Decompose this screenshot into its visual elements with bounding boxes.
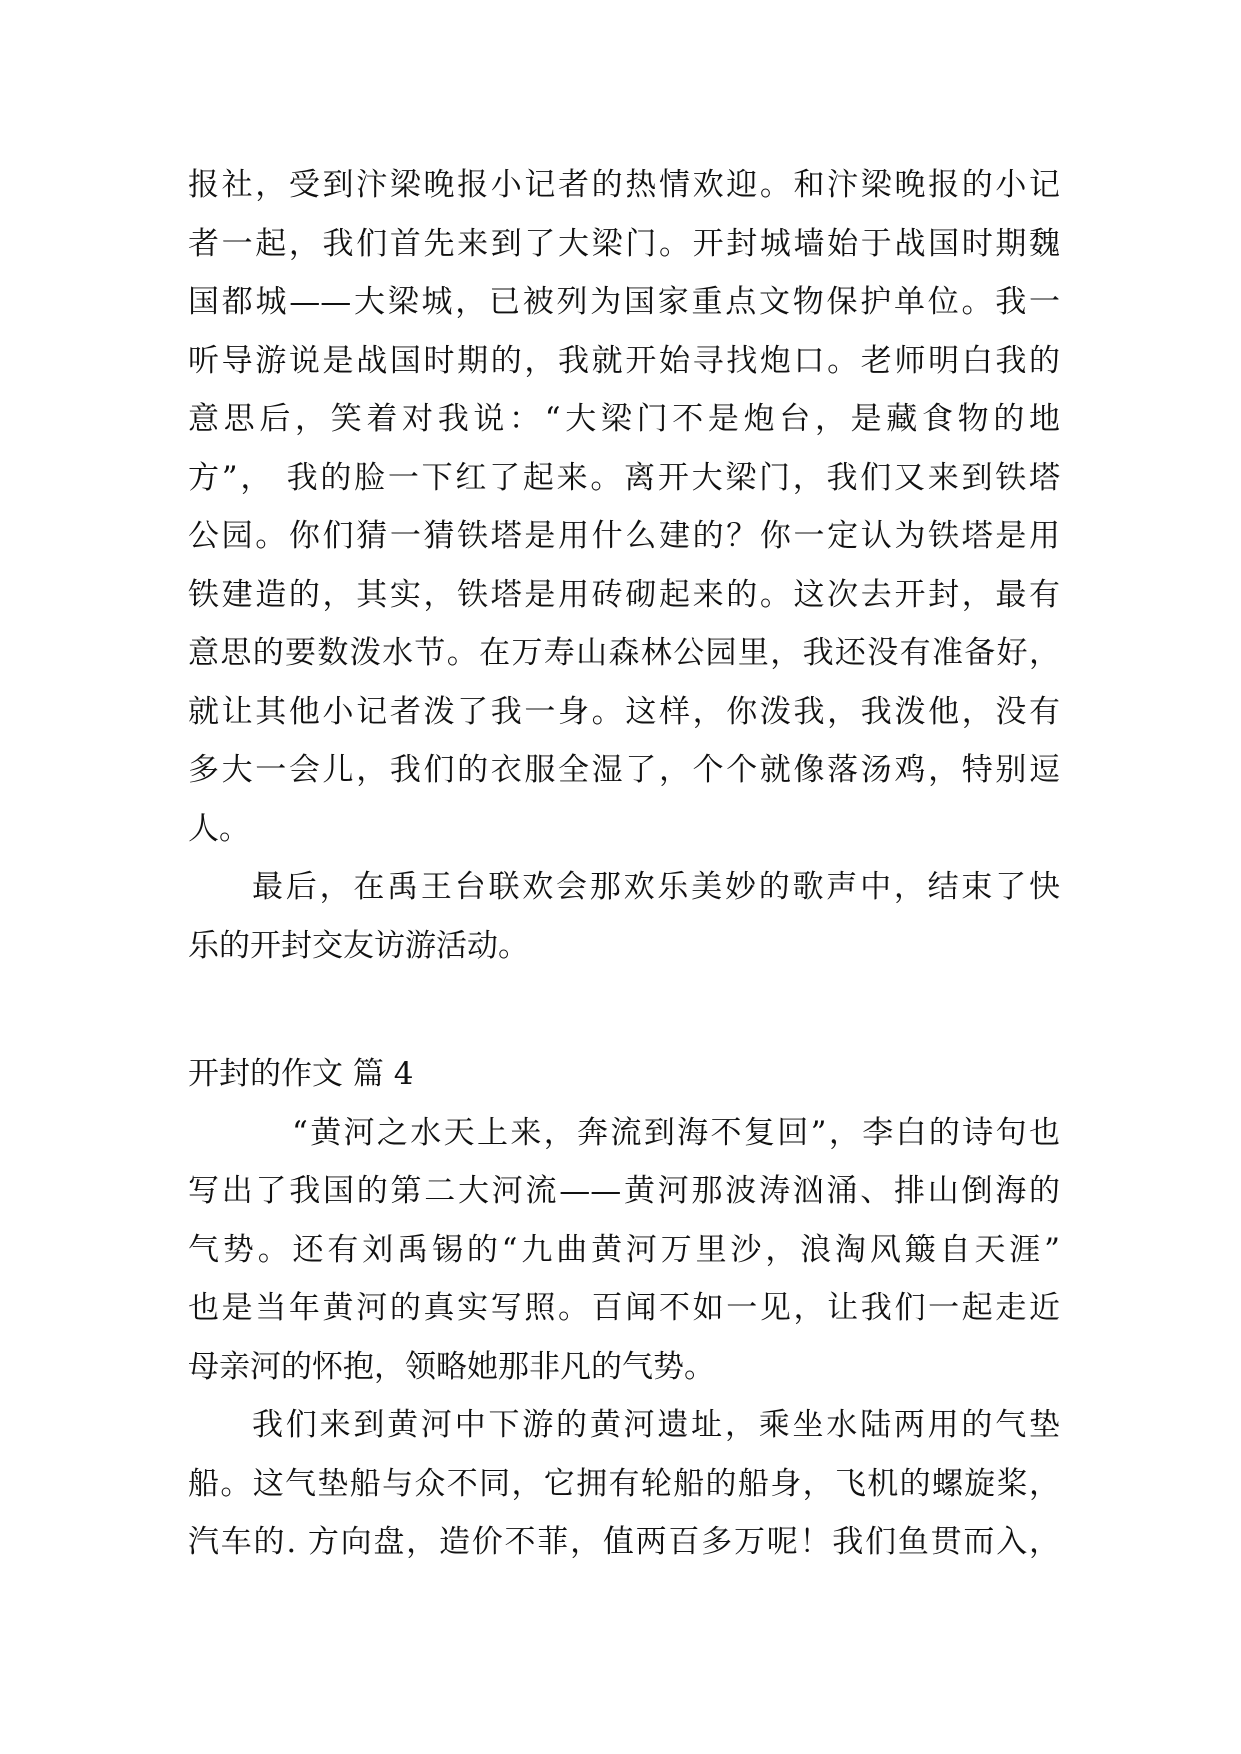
text-line: 最后，在禹王台联欢会那欢乐美妙的歌声中，结束了快: [252, 869, 1060, 905]
text-line: 听导游说是战国时期的，我就开始寻找炮口。老师明白我的: [188, 342, 1060, 379]
text-line: 汽车的. 方向盘，造价不菲，值两百多万呢！我们鱼贯而入，: [188, 1524, 1060, 1560]
text-line: 方”， 我的脸一下红了起来。离开大梁门，我们又来到铁塔: [188, 459, 1060, 496]
text-line: 就让其他小记者泼了我一身。这样，你泼我，我泼他，没有: [188, 693, 1060, 730]
text-line: 乐的开封交友访游活动。: [188, 927, 529, 964]
text-line: 船。这气垫船与众不同，它拥有轮船的船身，飞机的螺旋桨，: [188, 1465, 1060, 1502]
text-line: 多大一会儿，我们的衣服全湿了，个个就像落汤鸡，特别逗: [188, 752, 1060, 788]
section-gap: [188, 975, 1060, 1045]
paragraph-river: [188, 1104, 1060, 1397]
text-line: 意思的要数泼水节。在万寿山森林公园里，我还没有准备好，: [188, 635, 1060, 671]
text-line: 铁建造的，其实，铁塔是用砖砌起来的。这次去开封，最有: [188, 576, 1060, 613]
text-line: 气势。还有刘禹锡的“九曲黄河万里沙，浪淘风簸自天涯”: [188, 1231, 1060, 1268]
text-line: 公园。你们猜一猜铁塔是用什么建的？你一定认为铁塔是用: [188, 518, 1060, 554]
text-line: 我们来到黄河中下游的黄河遗址，乘坐水陆两用的气垫: [252, 1407, 1060, 1443]
text-line: 报社，受到汴梁晚报小记者的热情欢迎。和汴梁晚报的小记: [188, 167, 1060, 203]
paragraph-boat: [188, 1396, 1060, 1572]
document-body: [188, 156, 1060, 1572]
paragraph-continued: [188, 156, 1060, 858]
paragraph-closing: [188, 858, 1060, 975]
text-line: 母亲河的怀抱，领略她那非凡的气势。: [188, 1348, 715, 1385]
text-line: 国都城——大梁城，已被列为国家重点文物保护单位。我一: [188, 284, 1060, 320]
text-line: 人。: [188, 810, 250, 847]
text-line: 意思后，笑着对我说：“大梁门不是炮台，是藏食物的地: [188, 401, 1060, 437]
text-line: “黄河之水天上来，奔流到海不复回”，李白的诗句也: [292, 1114, 1060, 1151]
text-line: 者一起，我们首先来到了大梁门。开封城墙始于战国时期魏: [188, 225, 1060, 262]
text-line: 也是当年黄河的真实写照。百闻不如一见，让我们一起走近: [188, 1290, 1060, 1326]
section-heading: 开封的作文 篇 4: [188, 1056, 414, 1092]
text-line: 写出了我国的第二大河流——黄河那波涛汹涌、排山倒海的: [188, 1173, 1060, 1209]
